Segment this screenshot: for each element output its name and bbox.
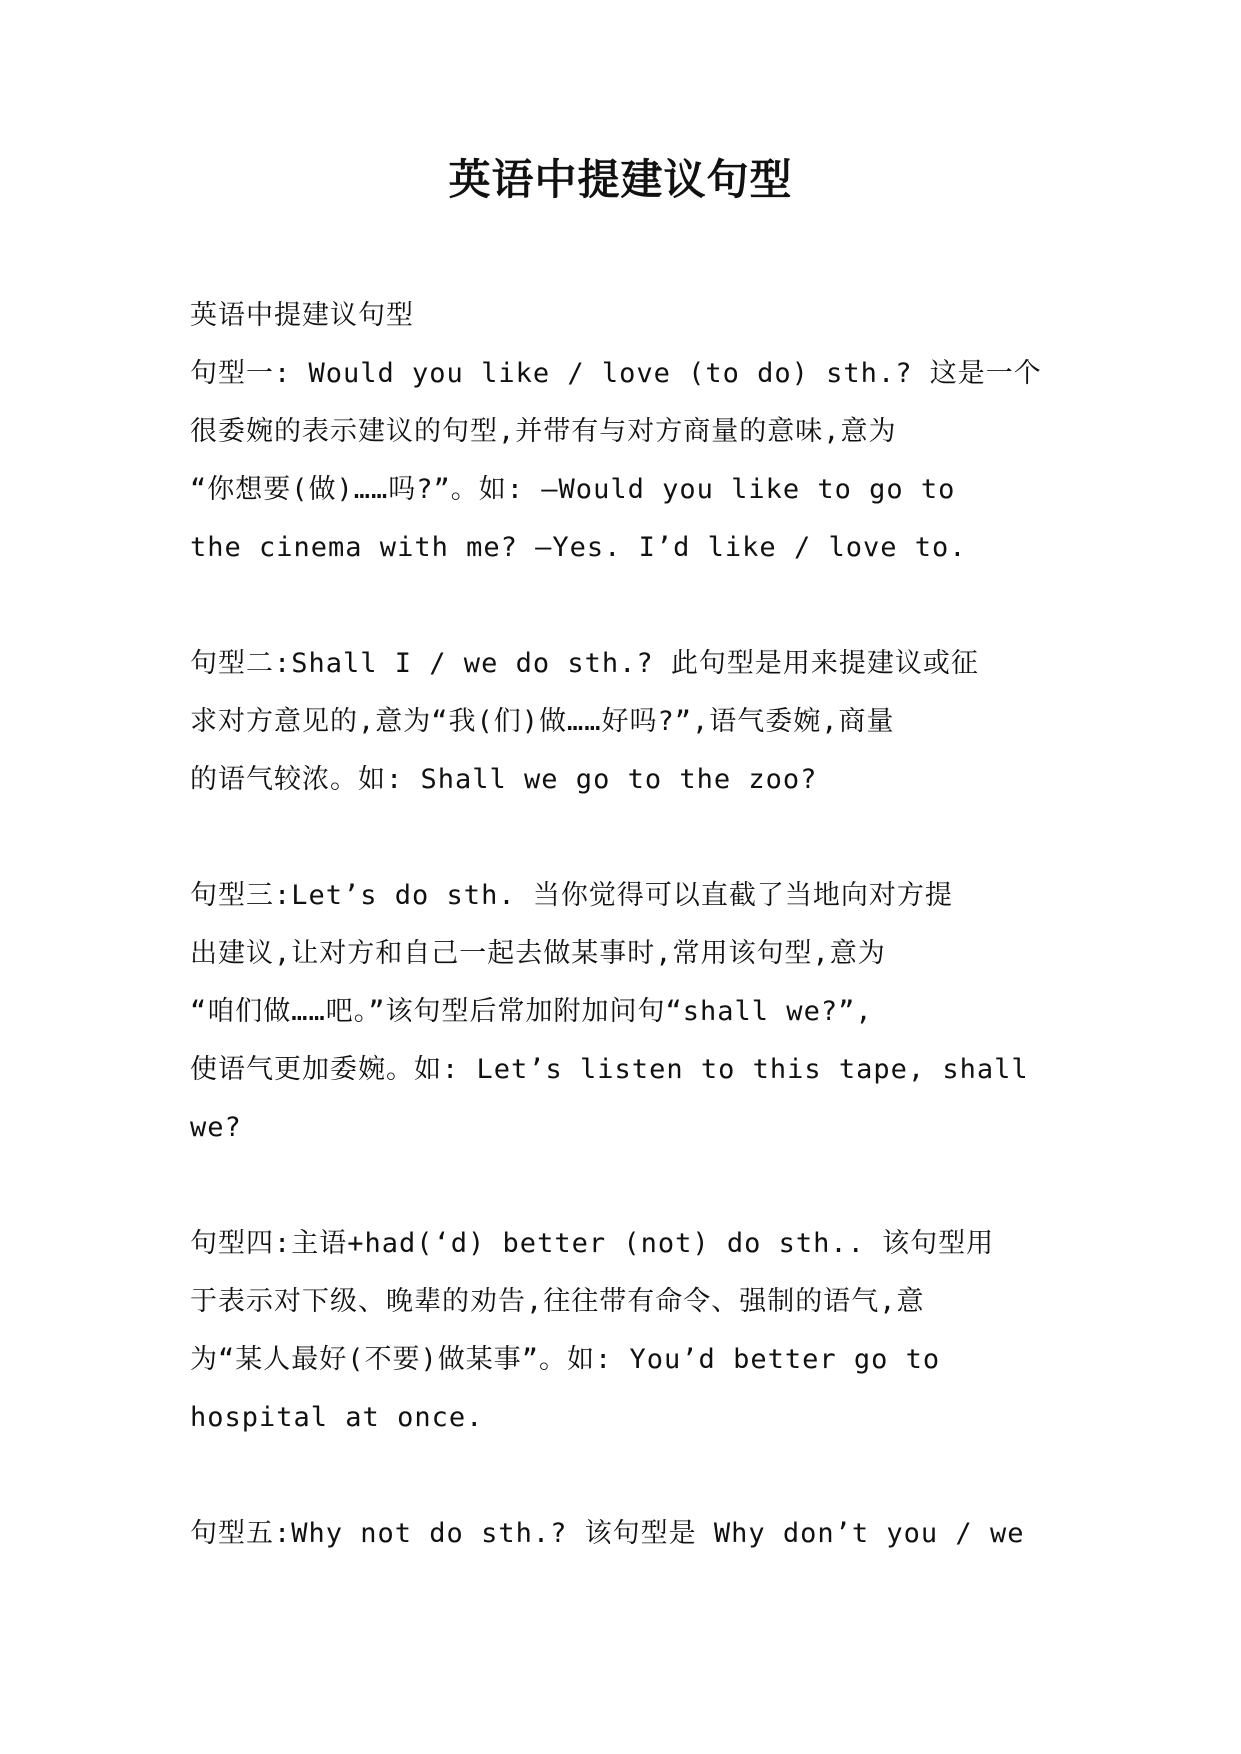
text-line: “你想要(做)……吗?”。如: —Would you like to go to bbox=[190, 474, 956, 505]
section-sentence-pattern-2 bbox=[190, 635, 1052, 809]
body-heading: 英语中提建议句型 bbox=[190, 300, 414, 331]
text-line: 句型一: Would you like / love (to do) sth.? 这是一个 bbox=[190, 358, 1042, 389]
text-line: 句型五:Why not do sth.? 该句型是 Why don’t you / we bbox=[190, 1518, 1025, 1549]
text-line: 出建议,让对方和自己一起去做某事时,常用该句型,意为 bbox=[190, 938, 886, 969]
text-line: 很委婉的表示建议的句型,并带有与对方商量的意味,意为 bbox=[190, 416, 897, 447]
text-line: 句型三:Let’s do sth. 当你觉得可以直截了当地向对方提 bbox=[190, 880, 953, 911]
text-line: 的语气较浓。如: Shall we go to the zoo? bbox=[190, 764, 818, 795]
text-line: 于表示对下级、晚辈的劝告,往往带有命令、强制的语气,意 bbox=[190, 1286, 925, 1317]
text-line: hospital at once. bbox=[190, 1402, 484, 1433]
document-title: 英语中提建议句型 bbox=[448, 155, 793, 204]
paragraph-gap bbox=[190, 577, 1052, 635]
paragraph-gap bbox=[190, 1447, 1052, 1505]
section-sentence-pattern-4 bbox=[190, 1215, 1052, 1447]
text-line: 求对方意见的,意为“我(们)做……好吗?”,语气委婉,商量 bbox=[190, 706, 895, 737]
section-sentence-pattern-1 bbox=[190, 345, 1052, 577]
text-line: “咱们做……吧。”该句型后常加附加问句“shall we?”, bbox=[190, 996, 873, 1027]
paragraph-gap bbox=[190, 809, 1052, 867]
text-line: 句型二:Shall I / we do sth.? 此句型是用来提建议或征 bbox=[190, 648, 979, 679]
text-line: 使语气更加委婉。如: Let’s listen to this tape, shall bbox=[190, 1054, 1029, 1085]
document-body bbox=[190, 287, 1052, 1563]
text-line: 句型四:主语+had(‘d) better (not) do sth.. 该句型用 bbox=[190, 1228, 995, 1259]
paragraph-gap bbox=[190, 1157, 1052, 1215]
text-line: we? bbox=[190, 1112, 242, 1143]
section-sentence-pattern-3 bbox=[190, 867, 1052, 1157]
section-sentence-pattern-5 bbox=[190, 1505, 1052, 1563]
text-line: 为“某人最好(不要)做某事”。如: You’d better go to bbox=[190, 1344, 941, 1375]
text-line: the cinema with me? —Yes. I’d like / love to. bbox=[190, 532, 967, 563]
